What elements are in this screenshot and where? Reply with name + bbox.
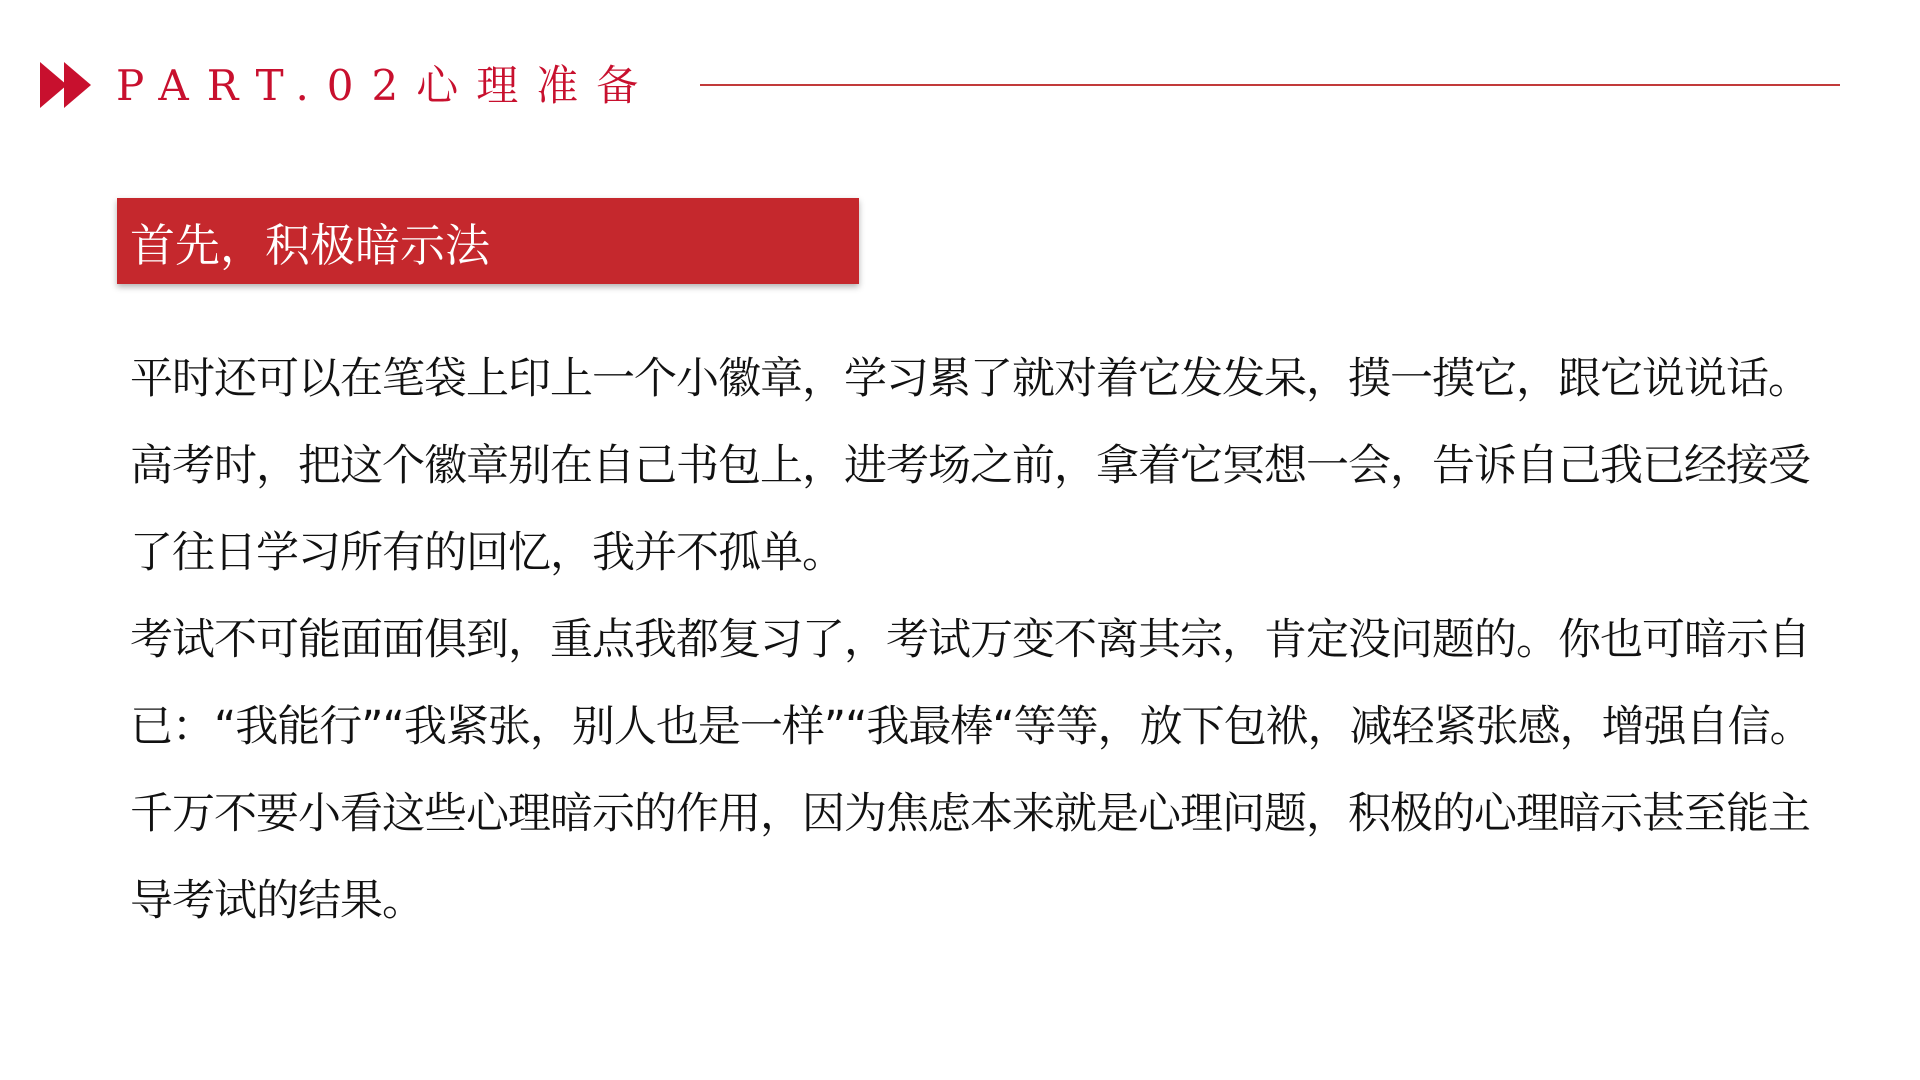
section-title-bar bbox=[117, 198, 859, 284]
paragraph-1: 平时还可以在笔袋上印上一个小徽章，学习累了就对着它发发呆，摸一摸它，跟它说说话。高考时，把这个徽章别在自己书包上，进考场之前，拿着它冥想一会，告诉自己我已经接受了往日学习所有的回忆，我并不孤单。 bbox=[130, 354, 1810, 578]
double-arrow-right-icon bbox=[40, 62, 94, 108]
page-header bbox=[40, 58, 1800, 114]
paragraph-2: 考试不可能面面俱到，重点我都复习了，考试万变不离其宗，肯定没问题的。你也可暗示自已：“我能行”“我紧张，别人也是一样”“我最棒“等等，放下包袱，减轻紧张感，增强自信。千万不要小看这些心理暗示的作用，因为焦虑本来就是心理问题，积极的心理暗示甚至能主导考试的结果。 bbox=[130, 615, 1812, 926]
page-title: PART.02心理准备 bbox=[116, 61, 657, 110]
body-text bbox=[130, 336, 1850, 945]
header-divider bbox=[700, 84, 1840, 86]
section-title: 首先，积极暗示法 bbox=[130, 218, 491, 272]
